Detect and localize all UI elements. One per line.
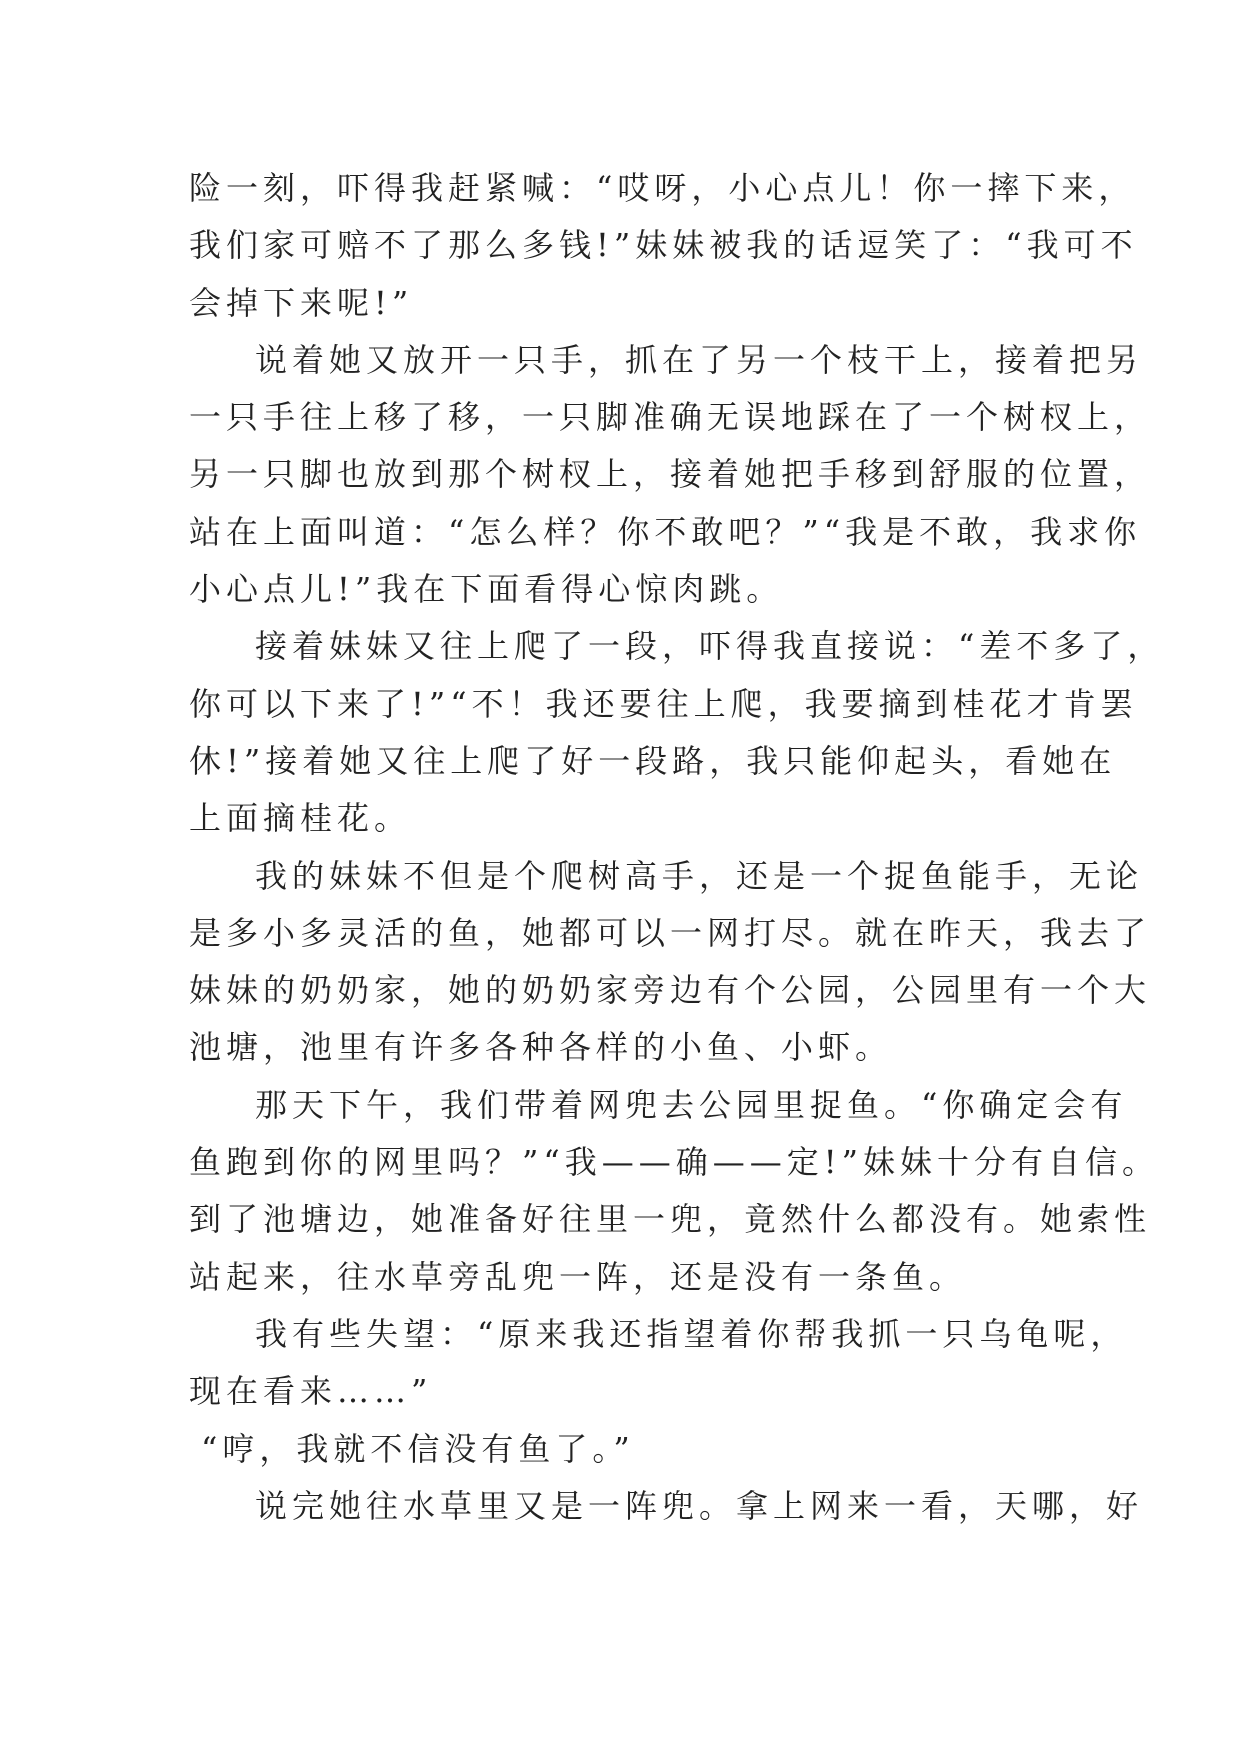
- text-line: 到了池塘边，她准备好往里一兜，竟然什么都没有。她索性: [189, 1200, 1152, 1239]
- paragraph-2: [189, 332, 1152, 618]
- text-line: 另一只脚也放到那个树杈上，接着她把手移到舒服的位置，: [189, 455, 1152, 494]
- text-line: 站在上面叫道：“怎么样？你不敢吧？”“我是不敢，我求你: [189, 512, 1142, 551]
- body-text: [189, 160, 1165, 1535]
- paragraph-1: [189, 160, 1138, 332]
- text-line: 说完她往水草里又是一阵兜。拿上网来一看，天哪，好: [255, 1486, 1144, 1525]
- text-line: 是多小多灵活的鱼，她都可以一网打尽。就在昨天，我去了: [189, 913, 1152, 952]
- text-line: 会掉下来呢!”: [189, 283, 414, 322]
- text-line: 我有些失望：“原来我还指望着你帮我抓一只乌龟呢，: [255, 1314, 1128, 1353]
- paragraph-7: [189, 1421, 1059, 1478]
- paragraph-3: [189, 618, 1165, 847]
- text-line: 险一刻，吓得我赶紧喊：“哎呀，小心点儿！你一摔下来，: [189, 169, 1136, 207]
- paragraph-4: [189, 848, 1152, 1077]
- text-line: 我的妹妹不但是个爬树高手，还是一个捉鱼能手，无论: [255, 856, 1144, 895]
- text-line: 鱼跑到你的网里吗？”“我——确——定!”妹妹十分有自信。: [189, 1143, 1159, 1182]
- text-line: 站起来，往水草旁乱兜一阵，还是没有一条鱼。: [189, 1257, 967, 1296]
- text-line: 小心点儿!”我在下面看得心惊肉跳。: [189, 570, 784, 609]
- paragraph-6: [189, 1306, 1128, 1421]
- text-line: 你可以下来了!”“不！我还要往上爬，我要摘到桂花才肯罢: [189, 684, 1138, 723]
- text-line: 接着妹妹又往上爬了一段，吓得我直接说：“差不多了，: [255, 627, 1165, 666]
- text-line: 一只手往上移了移，一只脚准确无误地踩在了一个树杈上，: [189, 398, 1152, 437]
- text-line: “哼，我就不信没有鱼了。”: [201, 1429, 635, 1468]
- text-line: 池塘，池里有许多各种各样的小鱼、小虾。: [189, 1028, 893, 1067]
- text-line: 上面摘桂花。: [189, 799, 412, 838]
- text-line: 休!”接着她又往上爬了好一段路，我只能仰起头，看她在: [189, 741, 1117, 780]
- paragraph-5: [189, 1077, 1159, 1306]
- text-line: 说着她又放开一只手，抓在了另一个枝干上，接着把另: [255, 340, 1144, 379]
- text-line: 妹妹的奶奶家，她的奶奶家旁边有个公园，公园里有一个大: [189, 971, 1152, 1010]
- text-line: 现在看来……”: [189, 1372, 433, 1411]
- text-line: 那天下午，我们带着网兜去公园里捉鱼。“你确定会有: [255, 1085, 1128, 1124]
- text-line: 我们家可赔不了那么多钱!”妹妹被我的话逗笑了：“我可不: [189, 226, 1138, 265]
- paragraph-8: [189, 1478, 1144, 1535]
